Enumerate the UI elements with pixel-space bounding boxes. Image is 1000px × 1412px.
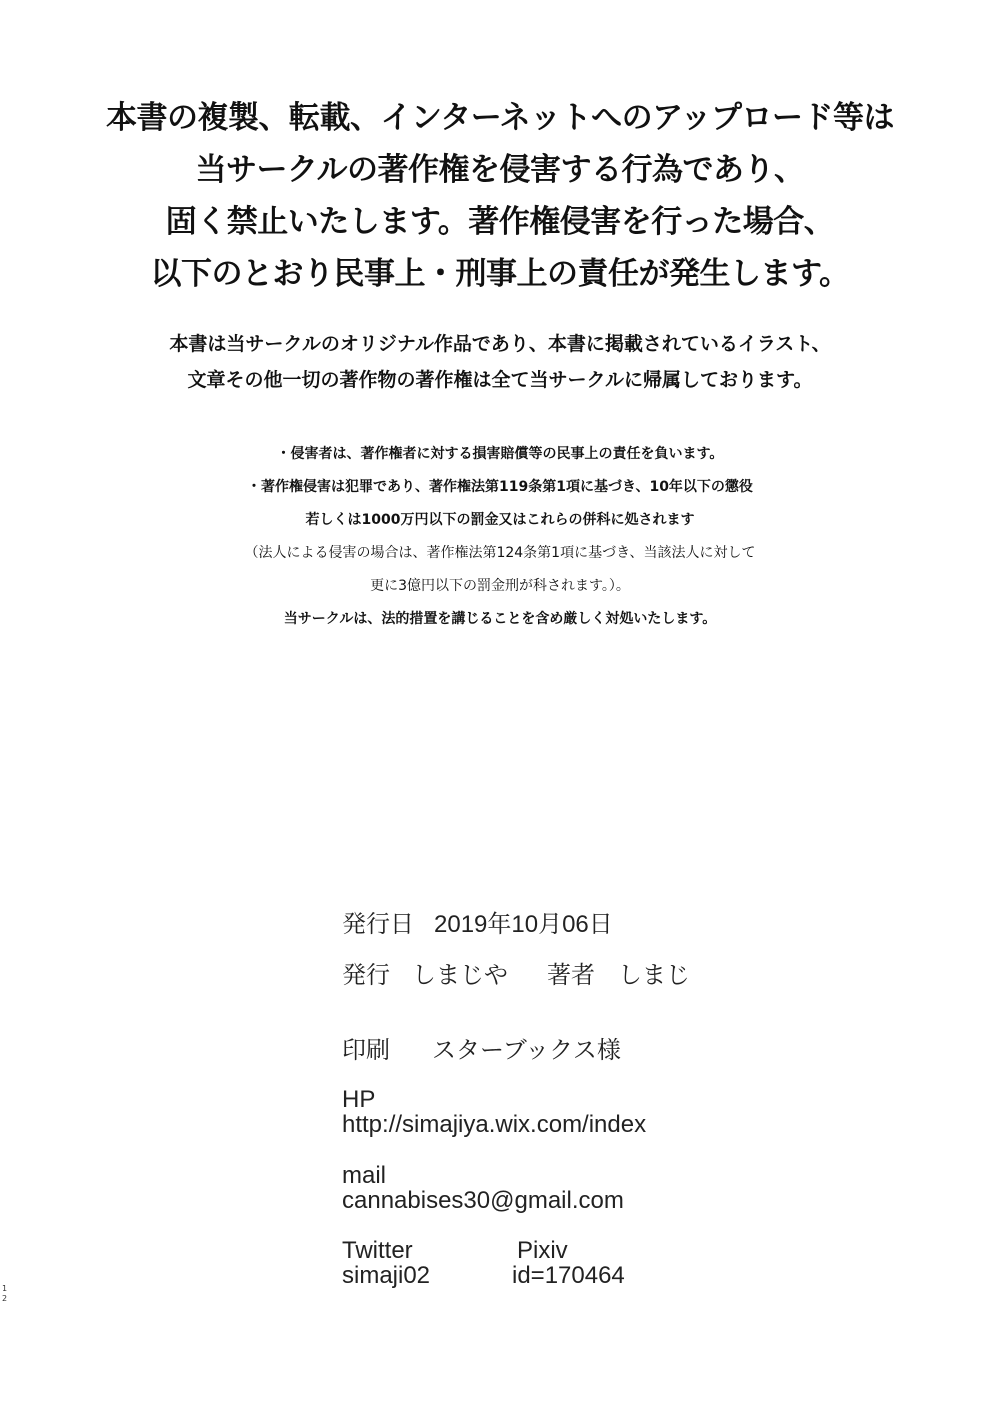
issue-date-row (342, 911, 613, 938)
mail-label: mail (342, 1162, 387, 1189)
printer-row (342, 1037, 621, 1064)
legal-line: ・侵害者は、著作権者に対する損害賠償等の民事上の責任を負います。 (276, 446, 724, 462)
legal-line: （法人による侵害の場合は、著作権法第124条第1項に基づき、当該法人に対して (244, 545, 756, 561)
heading-line: 本書の複製、転載、インターネットへのアップロード等は (105, 100, 895, 136)
page-number-digit: 1 (2, 1284, 8, 1293)
publisher-label: 発行 (342, 962, 390, 989)
pixiv-id[interactable]: id=170464 (512, 1262, 625, 1289)
publisher-row (342, 962, 690, 989)
legal-line: ・著作権侵害は犯罪であり、著作権法第119条第1項に基づき、10年以下の懲役 (247, 479, 753, 495)
hp-url[interactable]: http://simajiya.wix.com/index (342, 1111, 647, 1138)
legal-line: 更に3億円以下の罰金刑が科されます。）。 (370, 578, 630, 594)
issue-date-label: 発行日 (342, 911, 414, 938)
intro-line: 文章その他一切の著作物の著作権は全て当サークルに帰属しております。 (187, 369, 813, 391)
printer-value: スターブックス様 (432, 1037, 621, 1064)
page-number (2, 1284, 10, 1304)
page-number-digit: 2 (2, 1294, 8, 1303)
pixiv-label: Pixiv (517, 1237, 568, 1264)
heading-line: 固く禁止いたします。著作権侵害を行った場合、 (165, 204, 835, 240)
hp-label: HP (342, 1086, 376, 1113)
printer-label: 印刷 (342, 1037, 390, 1064)
intro-line: 本書は当サークルのオリジナル作品であり、本書に掲載されているイラスト、 (169, 333, 831, 355)
legal-line: 当サークルは、法的措置を講じることを含め厳しく対処いたします。 (283, 611, 717, 627)
author-label: 著者 (547, 962, 595, 989)
copyright-ownership-statement (0, 326, 1000, 398)
issue-date-value: 2019年10月06日 (434, 911, 613, 938)
author-value: しまじ (618, 962, 690, 989)
heading-line: 当サークルの著作権を侵害する行為であり、 (195, 152, 805, 188)
copyright-notice-heading (0, 92, 1000, 300)
publisher-value: しまじや (412, 962, 508, 989)
sns-value-row (342, 1262, 625, 1289)
legal-line: 若しくは1000万円以下の罰金又はこれらの併科に処されます (305, 512, 695, 528)
twitter-handle[interactable]: simaji02 (342, 1262, 431, 1289)
sns-label-row (342, 1237, 568, 1264)
mail-address[interactable]: cannabises30@gmail.com (342, 1187, 624, 1214)
twitter-label: Twitter (342, 1237, 413, 1264)
heading-line: 以下のとおり民事上・刑事上の責任が発生します。 (150, 256, 850, 292)
legal-liability-list (0, 438, 1000, 636)
